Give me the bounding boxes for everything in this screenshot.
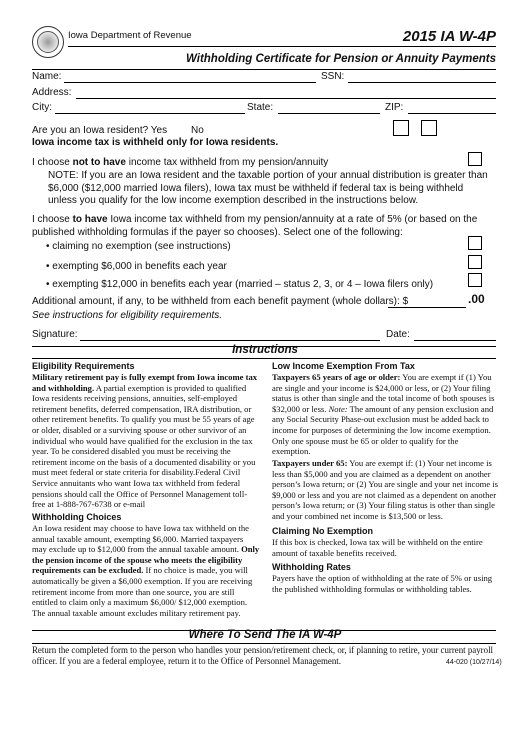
eligibility-see-note: See instructions for eligibility requirements. [32,310,223,321]
address-input[interactable] [76,98,496,99]
city-input[interactable] [55,113,245,114]
option-no-exemption-checkbox[interactable] [468,236,482,250]
title-rule [32,69,496,70]
name-input[interactable] [64,82,316,83]
eligibility-text: Military retirement pay is fully exempt from Iowa income tax and withholding. A partial exemption is provided to qualified Iowa residents receiving pensions, annuities, self-employed retirement benefits, deferred compensation, IRA distribution, or other retirement benefits. To qualify you must be 55 years of age or older, disabled or a surviving spouse or other survivor of an individual who would have qualified for the exclusion in the tax year. To be considered disabled you must be receiving the retirement income on the basis of a documented disability or you must meet federal or state criteria for disability.Federal Civil Service annuitants who want Iowa tax withheld from federal pensions should call the Office of Personnel Management toll-free at 1-888-767-6738 or e-mail [32,372,258,510]
additional-amount-input[interactable] [388,307,466,308]
form-number: 44-020 (10/27/14) [446,659,502,666]
send-heading: Where To Send The IA W-4P [188,629,342,641]
form-title: Withholding Certificate for Pension or Annuity Payments [186,53,496,65]
choice-not-checkbox[interactable] [468,152,482,166]
name-label: Name: [32,71,62,82]
state-input[interactable] [278,113,380,114]
send-text: Return the completed form to the person who handles your pension/retirement check, or, if planning to retire, your current payroll officer. If you are a federal employee, return it to the Office of Personnel Management. [32,645,494,666]
date-input[interactable] [414,340,496,341]
signature-input[interactable] [80,340,380,341]
header-rule [68,46,496,47]
eligibility-title: Eligibility Requirements [32,361,135,371]
low-income-text-65: Taxpayers 65 years of age or older: You are exempt if (1) You are single and your income is $24,000 or less, or (2) Your filing status is other than single and the total income of both spouses is $32,000 or less. Note: The amount of any pension exclusion and any Social Security Phase-out exclusion must be added back to income for purposes of determining the low income exemption. Only one spouse must be 65 or older to qualify for the exemption. [272,372,495,457]
choice-have-text: I choose to have Iowa income tax withheld from my pension/annuity at a rate of 5% (or based on the published withholding formulas if the payer so chooses). Select one of the following: [32,214,478,238]
option-6000: • exempting $6,000 in benefits each year [46,261,227,272]
low-income-text-under65: Taxpayers under 65: You are exempt if: (1) Your net income is less than $5,000 and you are claimed as a dependent on another person’s Iowa return; or (2) You are single and your net income is $9,000 or less and you are not claimed as a dependent on another person’s Iowa return; or (3) Your filing status is other than single and your combined net income is $13,500 or less. [272,458,499,521]
resident-yes-checkbox[interactable] [393,120,409,136]
choice-not-text: I choose not to have income tax withheld from my pension/annuity [32,157,329,168]
additional-amount-label: Additional amount, if any, to be withheld from each benefit payment (whole dollars): $ [32,296,409,307]
option-12000-checkbox[interactable] [468,273,482,287]
resident-no-checkbox[interactable] [421,120,437,136]
claiming-text: If this box is checked, Iowa tax will be withheld on the entire amount of taxable benefits received. [272,537,483,558]
address-label: Address: [32,87,72,98]
state-seal-icon [32,26,64,58]
city-label: City: [32,102,52,113]
instructions-heading: Instructions [232,344,298,356]
resident-no-label: No [191,125,204,136]
resident-question: Are you an Iowa resident? Yes [32,125,168,136]
zip-input[interactable] [408,113,496,114]
rates-title: Withholding Rates [272,562,351,572]
option-12000: • exempting $12,000 in benefits each year (married – status 2, 3, or 4 – Iowa filers only) [46,279,434,290]
additional-cents: .00 [468,292,485,306]
zip-label: ZIP: [385,102,404,113]
state-label: State: [247,102,274,113]
send-bottom-rule [32,643,496,644]
choices-title: Withholding Choices [32,512,122,522]
rates-text: Payers have the option of withholding at the rate of 5% or using the published withholding formulas or withholding tables. [272,573,493,594]
choices-text: An Iowa resident may choose to have Iowa tax withheld on the annual taxable amount, exempting $6,000. Married taxpayers may exclude up to $12,000 from the annual taxable amount. Only the pension income of the spouse who meets the eligibility requirements can be excluded. If no choice is made, you will automatically be given a $6,000 exemption. If you are receiving retirement income from more than one source, you are still entitled to claim only a maximum $6,000/ $12,000 exemption. The annual taxable amount excludes military retirement pay. [32,523,260,618]
ssn-input[interactable] [348,82,496,83]
department-name: Iowa Department of Revenue [68,30,192,41]
claiming-title: Claiming No Exemption [272,526,374,536]
form-id: 2015 IA W-4P [402,28,496,45]
instructions-bottom-rule [32,358,496,359]
low-income-title: Low Income Exemption From Tax [272,361,415,371]
date-label: Date: [386,329,410,340]
signature-label: Signature: [32,329,78,340]
resident-note: Iowa income tax is withheld only for Iowa residents. [32,137,279,148]
option-6000-checkbox[interactable] [468,255,482,269]
option-no-exemption: • claiming no exemption (see instructions) [46,241,231,252]
ssn-label: SSN: [321,71,345,82]
choice-not-note: NOTE: If you are an Iowa resident and the taxable portion of your annual distribution is greater than $6,000 ($12,000 married Iowa filers), Iowa tax must be withheld if federal tax is being withheld unless you qualify for the low income exemption described in the instructions below. [48,170,488,206]
